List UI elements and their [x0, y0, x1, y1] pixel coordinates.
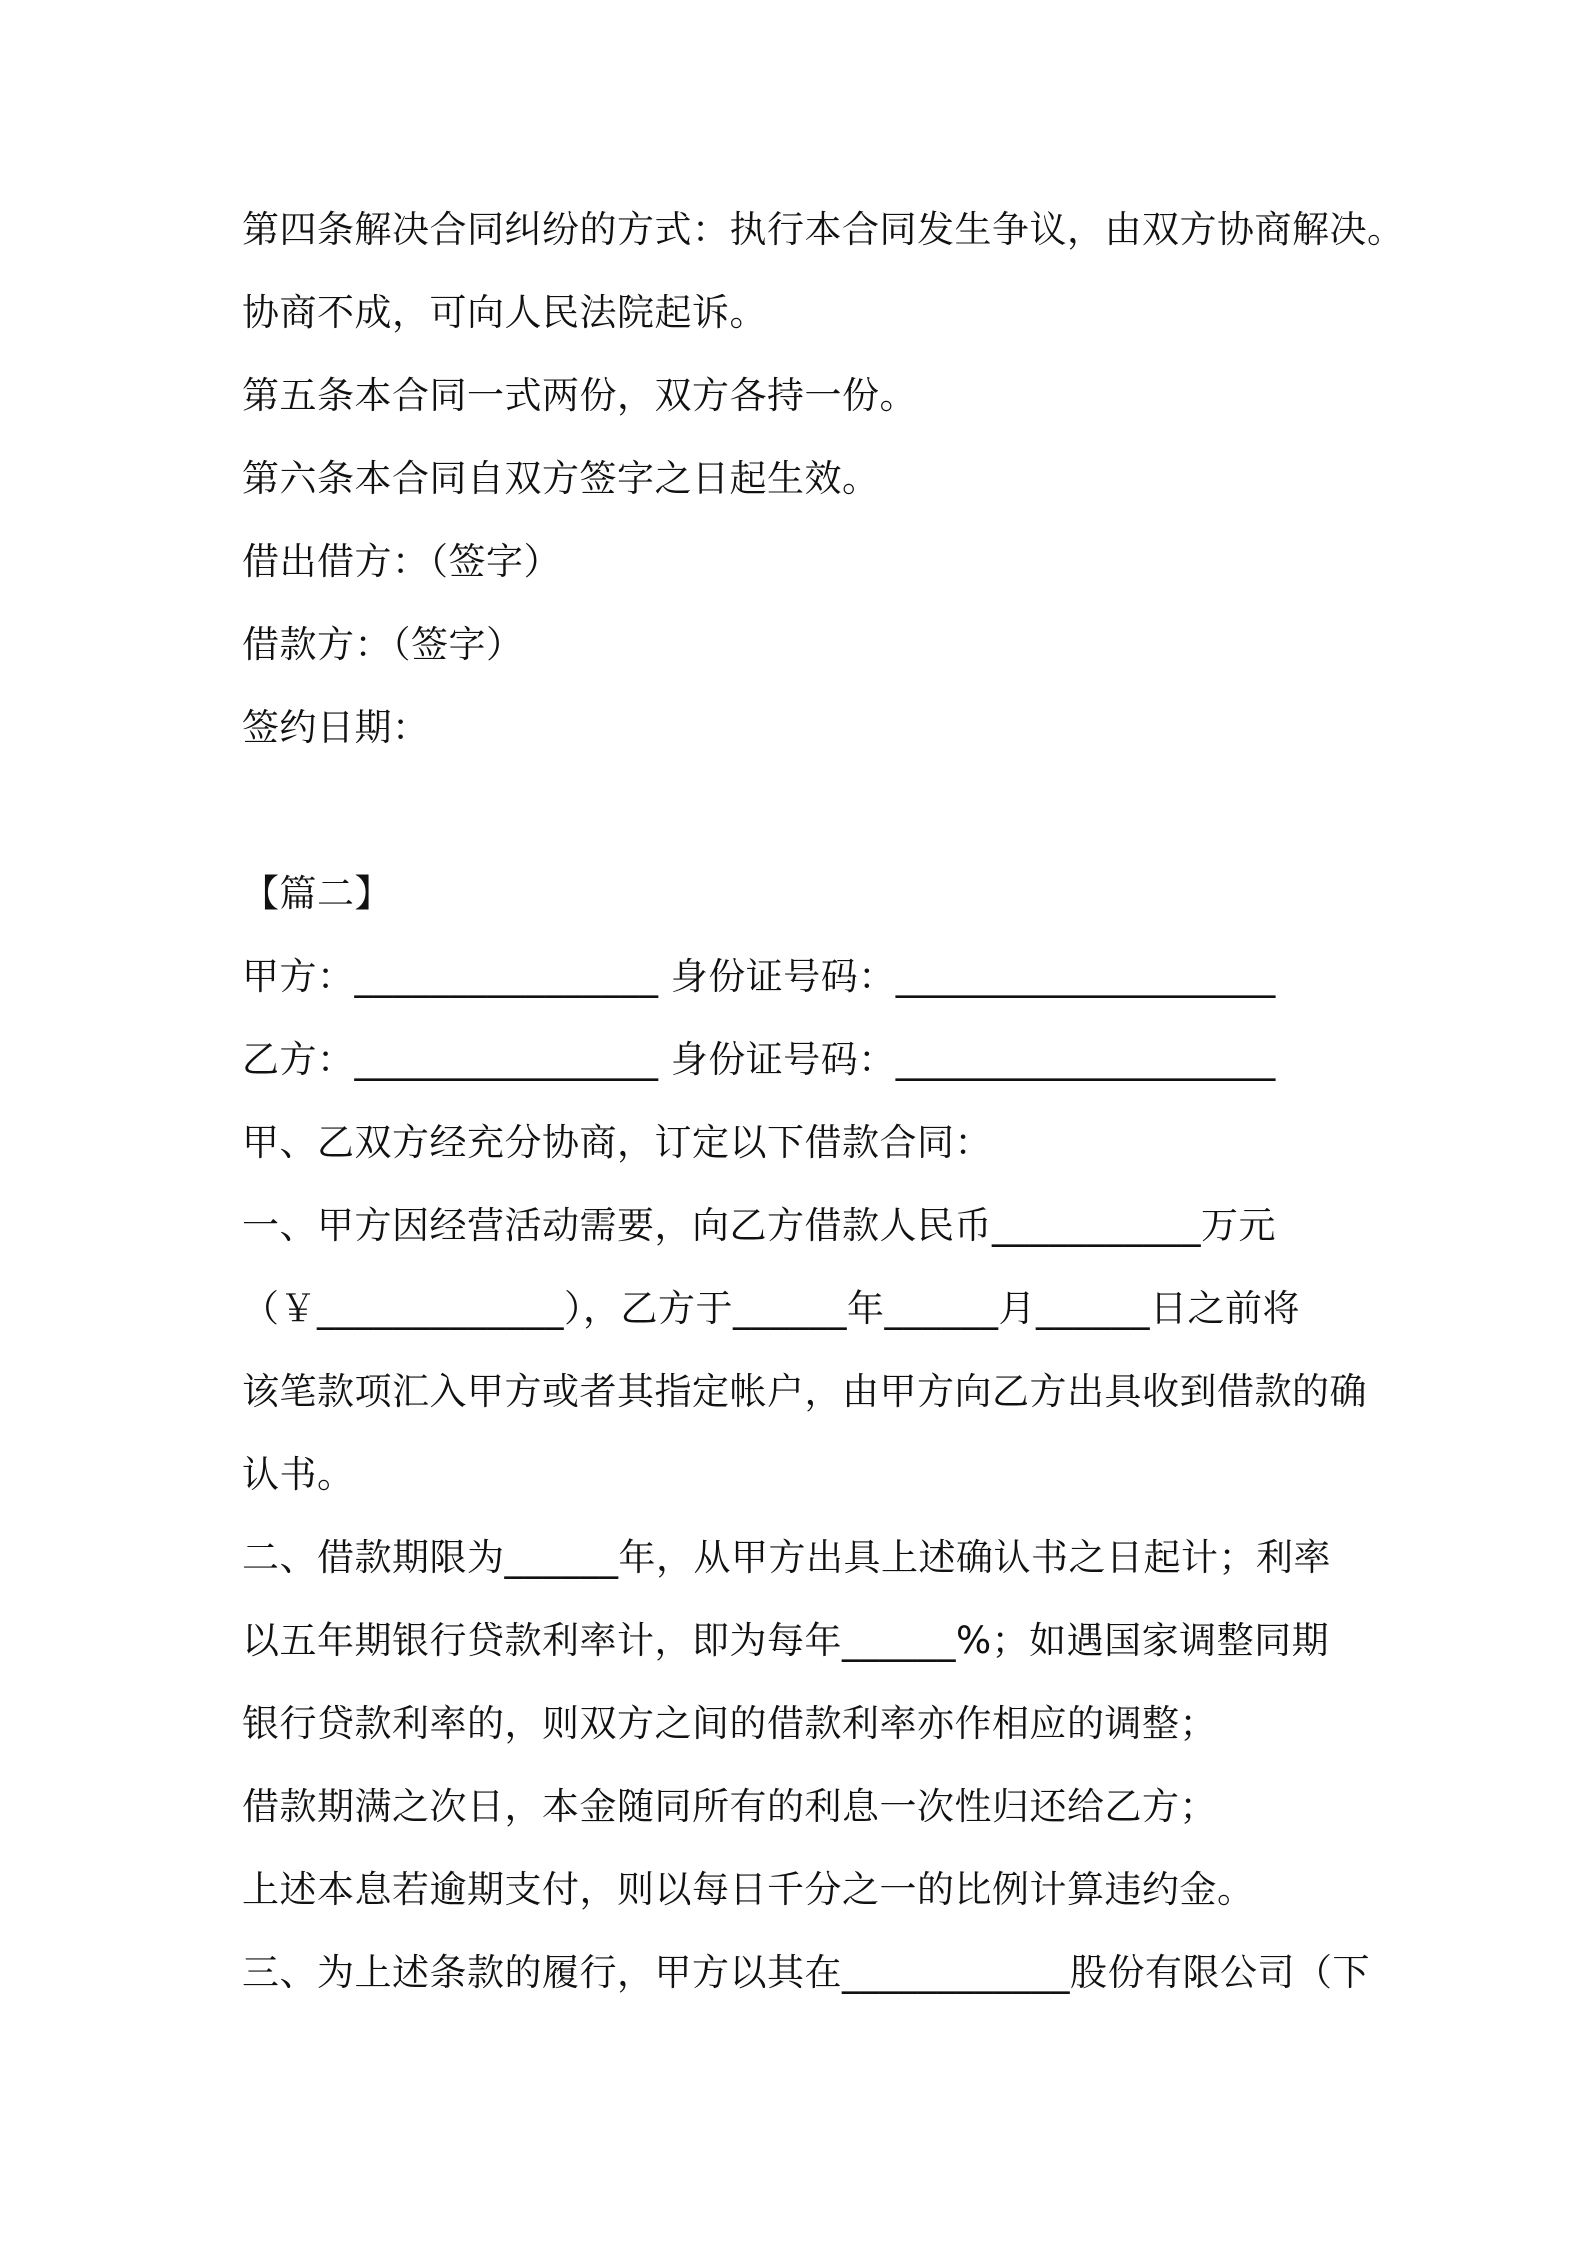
party-a-line: 甲方：________________ 身份证号码：____________________ [242, 955, 1276, 998]
article-1-line-4: 认书。 [242, 1453, 355, 1496]
section-heading: 【篇二】 [242, 872, 392, 915]
clause-6: 第六条本合同自双方签字之日起生效。 [242, 457, 880, 500]
clause-4-line-2: 协商不成，可向人民法院起诉。 [242, 291, 767, 334]
clause-5: 第五条本合同一式两份，双方各持一份。 [242, 374, 917, 417]
borrower-signature-line: 借款方：（签字） [242, 623, 524, 666]
party-b-line: 乙方：________________ 身份证号码：____________________ [242, 1038, 1276, 1081]
article-2-line-2: 以五年期银行贷款利率计，即为每年______%；如遇国家调整同期 [242, 1619, 1330, 1662]
article-2-line-3: 银行贷款利率的，则双方之间的借款利率亦作相应的调整； [242, 1702, 1217, 1745]
article-2-line-1: 二、借款期限为______年，从甲方出具上述确认书之日起计；利率 [242, 1536, 1331, 1579]
lender-signature-line: 借出借方：（签字） [242, 540, 561, 583]
article-2-line-4: 借款期满之次日，本金随同所有的利息一次性归还给乙方； [242, 1785, 1217, 1828]
clause-4-line-1: 第四条解决合同纠纷的方式：执行本合同发生争议，由双方协商解决。 [242, 208, 1405, 251]
article-1-line-1: 一、甲方因经营活动需要，向乙方借款人民币___________万元 [242, 1204, 1276, 1247]
article-1-line-3: 该笔款项汇入甲方或者其指定帐户，由甲方向乙方出具收到借款的确 [242, 1370, 1367, 1413]
signing-date-line: 签约日期： [242, 706, 430, 749]
article-3-line-1: 三、为上述条款的履行，甲方以其在____________股份有限公司（下 [242, 1951, 1370, 1994]
article-1-line-2: （￥_____________），乙方于______年______月______日之前将 [242, 1287, 1300, 1330]
article-2-line-5: 上述本息若逾期支付，则以每日千分之一的比例计算违约金。 [242, 1868, 1255, 1911]
preamble-line: 甲、乙双方经充分协商，订定以下借款合同： [242, 1121, 992, 1164]
